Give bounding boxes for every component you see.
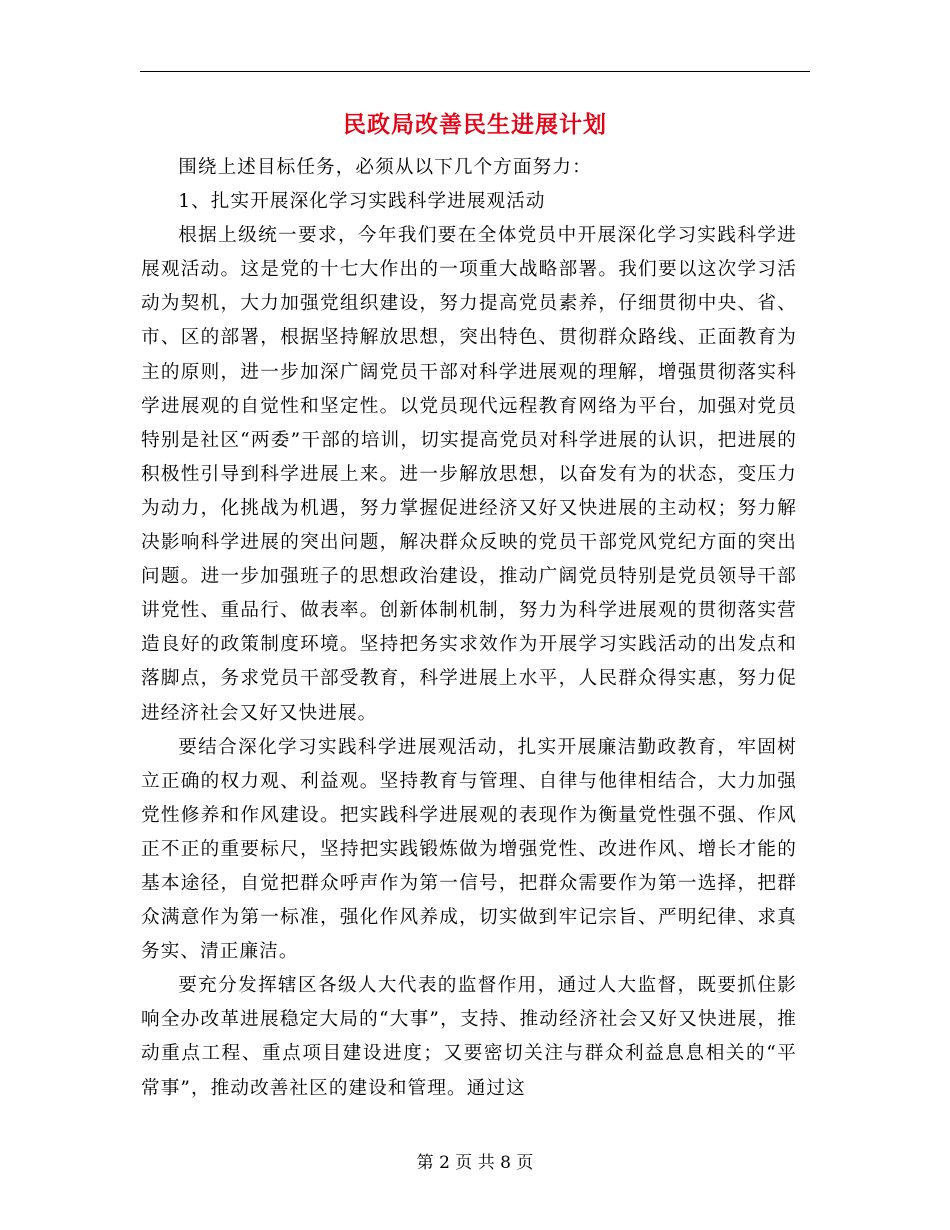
paragraph-npc-supervision: 要充分发挥辖区各级人大代表的监督作用，通过人大监督，既要抓住影响全办改革进展稳定大局的“大事”，支持、推动经济社会又好又快进展，推动重点工程、重点项目建设进度；又要密切关注与群众利益息息相关的“平常事”，推动改善社区的建设和管理。通过这: [141, 975, 797, 1099]
paragraph-heading-1: 1、扎实开展深化学习实践科学进展观活动: [178, 191, 546, 213]
paragraph-integrity-education: 要结合深化学习实践科学进展观活动，扎实开展廉洁勤政教育，牢固树立正确的权力观、利益观。坚持教育与管理、自律与他律相结合，大力加强党性修养和作风建设。把实践科学进展观的表现作为衡量党性强不强、作风正不正的重要标尺，坚持把实践锻炼做为增强党性、改进作风、增长才能的基本途径，自觉把群众呼声作为第一信号，把群众需要作为第一选择，把群众满意作为第一标准，强化作风养成，切实做到牢记宗旨、严明纪律、求真务实、清正廉洁。: [141, 736, 797, 963]
document-title: 民政局改善民生进展计划: [343, 111, 607, 138]
header-rule: [140, 71, 810, 72]
paragraph-intro: 围绕上述目标任务，必须从以下几个方面努力：: [178, 157, 592, 178]
page-number-footer: 第 2 页 共 8 页: [416, 1153, 534, 1173]
paragraph-study-practice: 根据上级统一要求，今年我们要在全体党员中开展深化学习实践科学进展观活动。这是党的十七大作出的一项重大战略部署。我们要以这次学习活动为契机，大力加强党组织建设，努力提高党员素养，仔细贯彻中央、省、市、区的部署，根据坚持解放思想，突出特色、贯彻群众路线、正面教育为主的原则，进一步加深广阔党员干部对科学进展观的理解，增强贯彻落实科学进展观的自觉性和坚定性。以党员现代远程教育网络为平台，加强对党员特别是社区“两委”干部的培训，切实提高党员对科学进展的认识，把进展的积极性引导到科学进展上来。进一步解放思想，以奋发有为的状态，变压力为动力，化挑战为机遇，努力掌握促进经济又好又快进展的主动权；努力解决影响科学进展的突出问题，解决群众反映的党员干部党风党纪方面的突出问题。进一步加强班子的思想政治建设，推动广阔党员特别是党员领导干部讲党性、重品行、做表率。创新体制机制，努力为科学进展观的贯彻落实营造良好的政策制度环境。坚持把务实求效作为开展学习实践活动的出发点和落脚点，务求党员干部受教育，科学进展上水平，人民群众得实惠，努力促进经济社会又好又快进展。: [141, 225, 797, 724]
document-body: [141, 151, 797, 1106]
